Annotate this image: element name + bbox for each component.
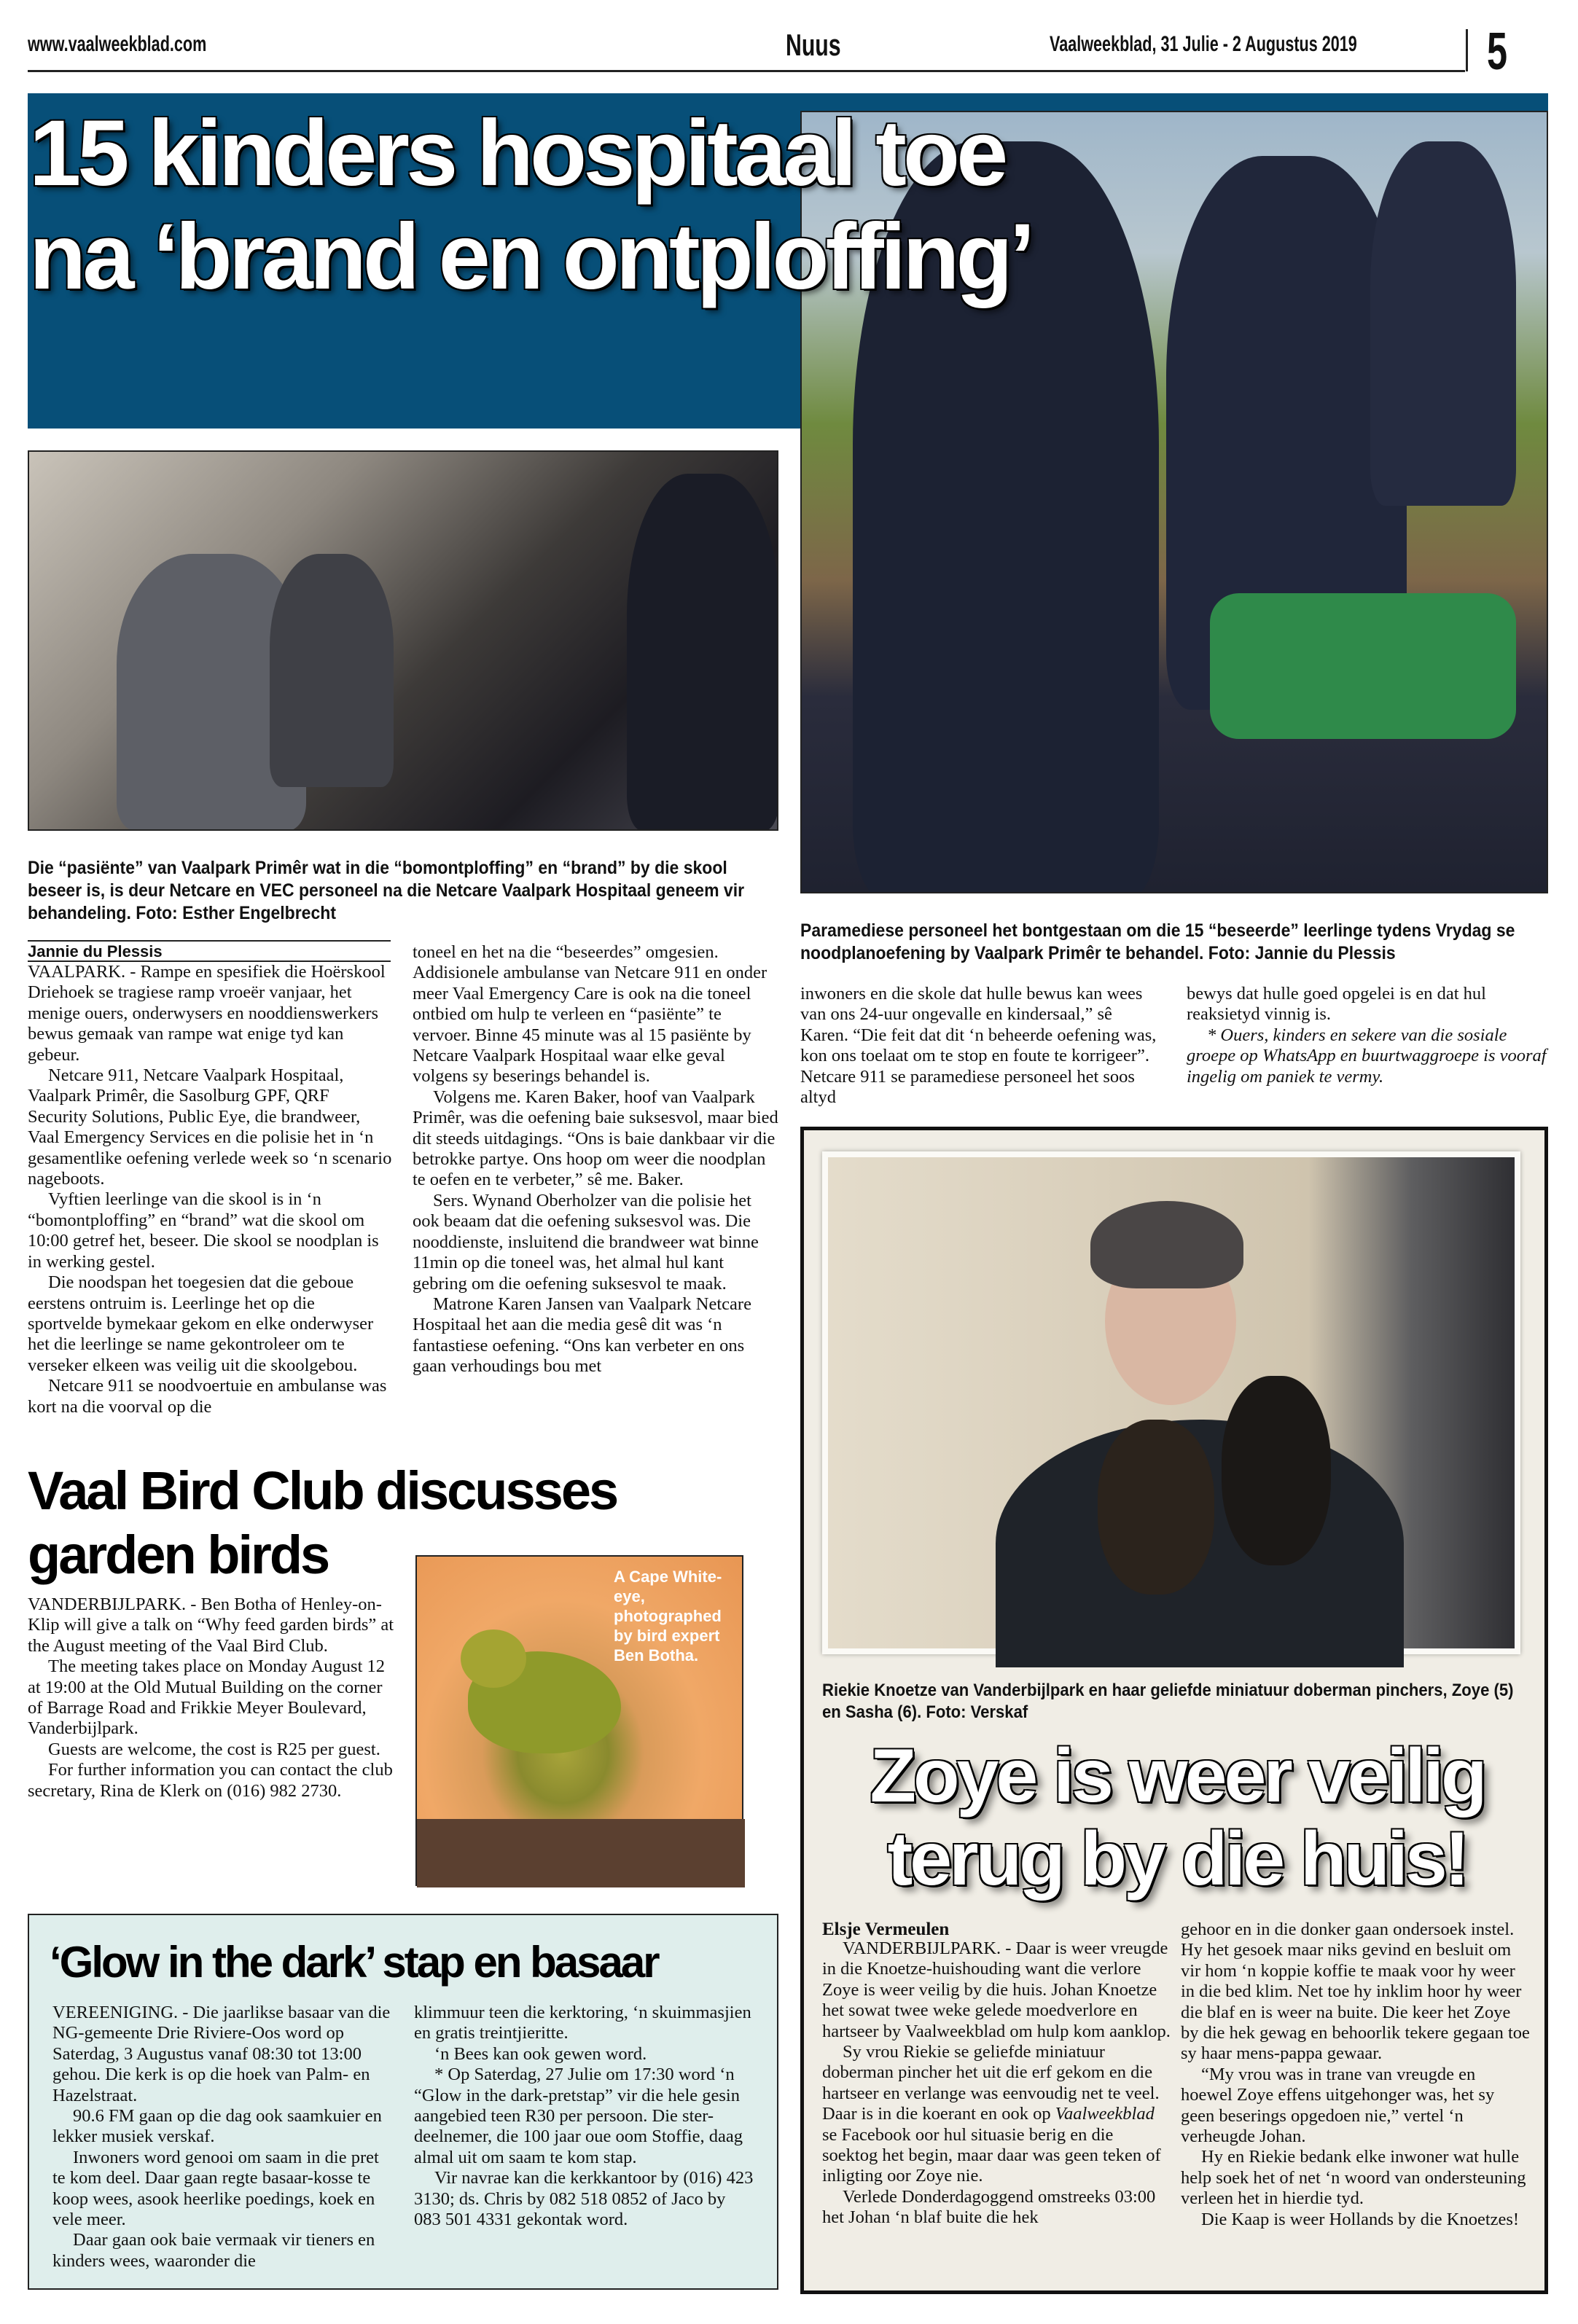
glow-story-box xyxy=(28,1914,778,2290)
photo-riekie-with-dogs xyxy=(822,1151,1520,1654)
paragraph: VAALPARK. - Rampe en spesifiek die Hoërskool Driehoek se tragiese ramp vroeër vanjaar, het menige ouers, onderwysers en nooddienswerkers bewus gemaak van rampe wat enige tyd kan gebeur. xyxy=(28,962,386,1065)
header-rule xyxy=(28,70,1465,72)
paragraph: Vir navrae kan die kerkkantoor by (016) 423 3130; ds. Chris by 082 518 0852 of Jaco by 083 501 4331 gekontak word. xyxy=(414,2168,754,2230)
text-run: Sy vrou Riekie se geliefde miniatuur doberman pincher het uit die erf gekom en die hartseer en verlange was eenvoudig net te veel. Daar is in die koerant en ook op xyxy=(822,2042,1160,2124)
paragraph: bewys dat hulle goed opgelei is en dat hul reaksietyd vinnig is. xyxy=(1187,984,1486,1025)
dateline: Vaalweekblad, 31 Julie - 2 Augustus 2019 xyxy=(1050,32,1357,56)
paragraph: Die Kaap is weer Hollands by die Knoetzes! xyxy=(1201,2209,1520,2229)
paragraph: VANDERBIJLPARK. - Ben Botha of Henley-on-Klip will give a talk on “Why feed garden birds” at the August meeting of the Vaal Bird Club. xyxy=(28,1595,394,1656)
paragraph: ‘n Bees kan ook gewen word. xyxy=(434,2043,647,2064)
paragraph: toneel en het na die “beseerdes” omgesien. Addisionele ambulanse van Netcare 911 en onder meer Vaal Emergency Care is ook na die toneel ontbied om hulp te verleen en “pasiënte” te vervoer. Binne 45 minute was al 15 pasiënte by Netcare Vaalpark Hospitaal waar elke geval volgens sy beserings behandel is. xyxy=(413,942,767,1087)
zoye-headline: Zoye is weer veilig terug by die huis! xyxy=(870,1734,1485,1901)
paragraph: Die noodspan het toegesien dat die geboue eerstens ontruim is. Leerlinge het op die sportvelde bymekaar gekom en elke onderwyser het die leerlinge se name gekontroleer om te verseker elkeen was veilig uit die skoolgebou. xyxy=(28,1272,374,1375)
paragraph: VEREENIGING. - Die jaarlikse basaar van die NG-gemeente Drie Riviere-Oos word op Saterdag, 3 Augustus vanaf 08:30 tot 13:00 gehou. Die kerk is op die hoek van Palm- en Hazelstraat. xyxy=(52,2003,391,2105)
paramedic-figure xyxy=(627,474,778,831)
paragraph: Guests are welcome, the cost is R25 per guest. xyxy=(48,1739,380,1759)
photo-caption-paramedics: Paramediese personeel het bontgestaan om die 15 “beseerde” leerlinge tydens Vrydag se noodplanoefening by Vaalpark Primêr te behandel. Foto: Jannie du Plessis xyxy=(800,920,1515,963)
lead-column-2 xyxy=(413,942,781,1377)
child-figure xyxy=(270,554,394,787)
lead-headline: 15 kinders hospitaal toe na ‘brand en ontploffing’ xyxy=(29,101,1032,309)
lead-column-4 xyxy=(1187,984,1551,1087)
dog-sasha xyxy=(1222,1376,1331,1565)
paragraph: Netcare 911, Netcare Vaalpark Hospitaal, Vaalpark Primêr, die Sasolburg GPF, QRF Security Solutions, Public Eye, die brandweer, Vaal Emergency Services en die polisie het in ‘n gesamentlike oefening verlede week so ‘n scenario nageboots. xyxy=(28,1065,392,1189)
patient-green-jacket xyxy=(1210,593,1516,739)
paragraph: Sers. Wynand Oberholzer van die polisie het ook beaam dat die oefening suksesvol was. Die nooddienste, insluitend die brandweer wat binne 11min op die toneel was, het almal hul kant gebring om die oefening suksesvol te maak. xyxy=(413,1190,759,1294)
paragraph: inwoners en die skole dat hulle bewus kan wees van ons 24-uur ongevalle en kindersaal,” sê Karen. “Die feit dat dit ‘n beheerde oefening was, kon ons toelaat om te stop en foute te korrigeer”. Netcare 911 se paramediese personeel het soos altyd xyxy=(800,984,1157,1108)
lead-column-3 xyxy=(800,984,1165,1108)
byline: Jannie du Plessis xyxy=(28,942,163,960)
paragraph: Volgens me. Karen Baker, hoof van Vaalpark Primêr, was die oefening baie suksesvol, maar bied dit steeds uitdagings. “Ons is baie dankbaar vir die betrokke partye. Ons hoop om weer die noodplan te oefen en te verbeter,” sê me. Baker. xyxy=(413,1087,778,1190)
section-label: Nuus xyxy=(786,28,841,62)
publication-name: Vaalweekblad xyxy=(1055,2104,1155,2124)
paragraph: Daar gaan ook baie vermaak vir tieners en kinders wees, waaronder die xyxy=(52,2230,375,2271)
paragraph: Verlede Donderdagoggend omstreeks 03:00 het Johan ‘n blaf buite die hek xyxy=(822,2186,1156,2228)
paragraph: 90.6 FM gaan op die dag ook saamkuier en lekker musiek verskaf. xyxy=(52,2106,382,2147)
paragraph: VANDERBIJLPARK. - Daar is weer vreugde in die Knoetze-huishouding want die verlore Zoye is weer veilig by die huis. Johan Knoetze het sowat twee weke gelede moedverlore en hartseer by Vaalweekblad om hulp kom aanklop. xyxy=(822,1938,1171,2041)
paragraph: Matrone Karen Jansen van Vaalpark Netcare Hospitaal het aan die media gesê dit was ‘n fantastiese oefening. “Ons kan verbeter en ons gaan verhoudings bou met xyxy=(413,1294,751,1377)
glow-headline: ‘Glow in the dark’ stap en basaar xyxy=(50,1938,658,1987)
paramedic-figure xyxy=(1370,141,1516,506)
paragraph: “My vrou was in trane van vreugde en hoewel Zoye effens uitgehonger was, het sy geen beserings opgedoen nie,” vertel ‘n verheugde Johan. xyxy=(1181,2064,1495,2147)
text-run: se Facebook oor hul situasie berig en die soektog het begin, maar daar was geen teken of inligting oor Zoye nie. xyxy=(822,2124,1161,2186)
photo-caption-ambulance: Die “pasiënte” van Vaalpark Primêr wat in die “bomontploffing” en “brand” by die skool beseer is, is deur Netcare en VEC personeel na die Netcare Vaalpark Hospitaal geneem vir behandeling. Foto: Esther Engelbrecht xyxy=(28,858,745,923)
paragraph: Inwoners word genooi om saam in die pret te kom deel. Daar gaan regte basaar-kosse te koop wees, asook heerlike poedings, koek en vele meer. xyxy=(52,2147,379,2230)
zoye-photo-caption: Riekie Knoetze van Vanderbijlpark en haar geliefde miniatuur doberman pinchers, Zoye (5) en Sasha (6). Foto: Verskaf xyxy=(822,1681,1514,1722)
header-divider xyxy=(1466,29,1468,71)
bird-headline: Vaal Bird Club discusses garden birds xyxy=(28,1460,617,1585)
glow-column-2 xyxy=(414,2003,757,2230)
paragraph: Hy en Riekie bedank elke inwoner wat hulle help soek het of net ‘n woord van ondersteuning verleen het in hierdie tyd. xyxy=(1181,2147,1526,2209)
dog-zoye xyxy=(1098,1420,1214,1595)
site-url: www.vaalweekblad.com xyxy=(28,32,207,56)
photo-cape-white-eye xyxy=(415,1555,743,1886)
zoye-byline: Elsje Vermeulen xyxy=(822,1920,950,1939)
glow-column-1 xyxy=(52,2003,394,2272)
paragraph: Vyftien leerlinge van die skool is in ‘n “bomontploffing” en “brand” wat die skool om 10:00 getref het, beseer. Die skool se noodplan is in werking gestel. xyxy=(28,1189,379,1272)
bird-photo-caption: A Cape White-eye, photographed by bird expert Ben Botha. xyxy=(614,1568,722,1664)
zoye-column-1 xyxy=(822,1938,1172,2229)
paragraph: * Op Saterdag, 27 Julie om 17:30 word ‘n “Glow in the dark-pretstap” vir die hele gesin aangebied teen R30 per persoon. Die ster-deelnemer, die 100 jaar oue oom Stoffie, daag almal uit om saam te kom stap. xyxy=(414,2065,743,2167)
bird-head xyxy=(461,1629,526,1688)
paragraph: The meeting takes place on Monday August 12 at 19:00 at the Old Mutual Building on the corner of Barrage Road and Frikkie Meyer Boulevard, Vanderbijlpark. xyxy=(28,1656,385,1739)
italic-note: * Ouers, kinders en sekere van die sosiale groepe op WhatsApp en buurtwaggroepe is vooraf ingelig om paniek te vermy. xyxy=(1187,1025,1547,1087)
paragraph: Netcare 911 se noodvoertuie en ambulanse was kort na die voorval op die xyxy=(28,1376,387,1417)
page-number: 5 xyxy=(1487,23,1508,81)
bird-story-body xyxy=(28,1595,399,1801)
woman-hair xyxy=(1090,1201,1243,1288)
zoye-column-2 xyxy=(1181,1920,1531,2230)
byline-rule xyxy=(28,940,391,942)
paragraph: klimmuur teen die kerktoring, ‘n skuimmasjien en gratis treintjieritte. xyxy=(414,2003,751,2043)
paragraph xyxy=(822,2042,1172,2187)
lead-column-1 xyxy=(28,962,392,1417)
bird-perch xyxy=(417,1819,745,1887)
photo-ambulance xyxy=(28,450,778,831)
paragraph: gehoor en in die donker gaan ondersoek instel. Hy het gesoek maar niks gevind en besluit om vir hom ‘n koppie koffie te maak voor hy weer in die bed klim. Net toe hy inklim hoor hy weer die blaf en is weer na buite. Die keer het Zoye by die hek gewag en behoorlik tekere gegaan toe sy haar mens-pappa gewaar. xyxy=(1181,1920,1530,2064)
paragraph: For further information you can contact the club secretary, Rina de Klerk on (016) 982 2730. xyxy=(28,1760,393,1801)
